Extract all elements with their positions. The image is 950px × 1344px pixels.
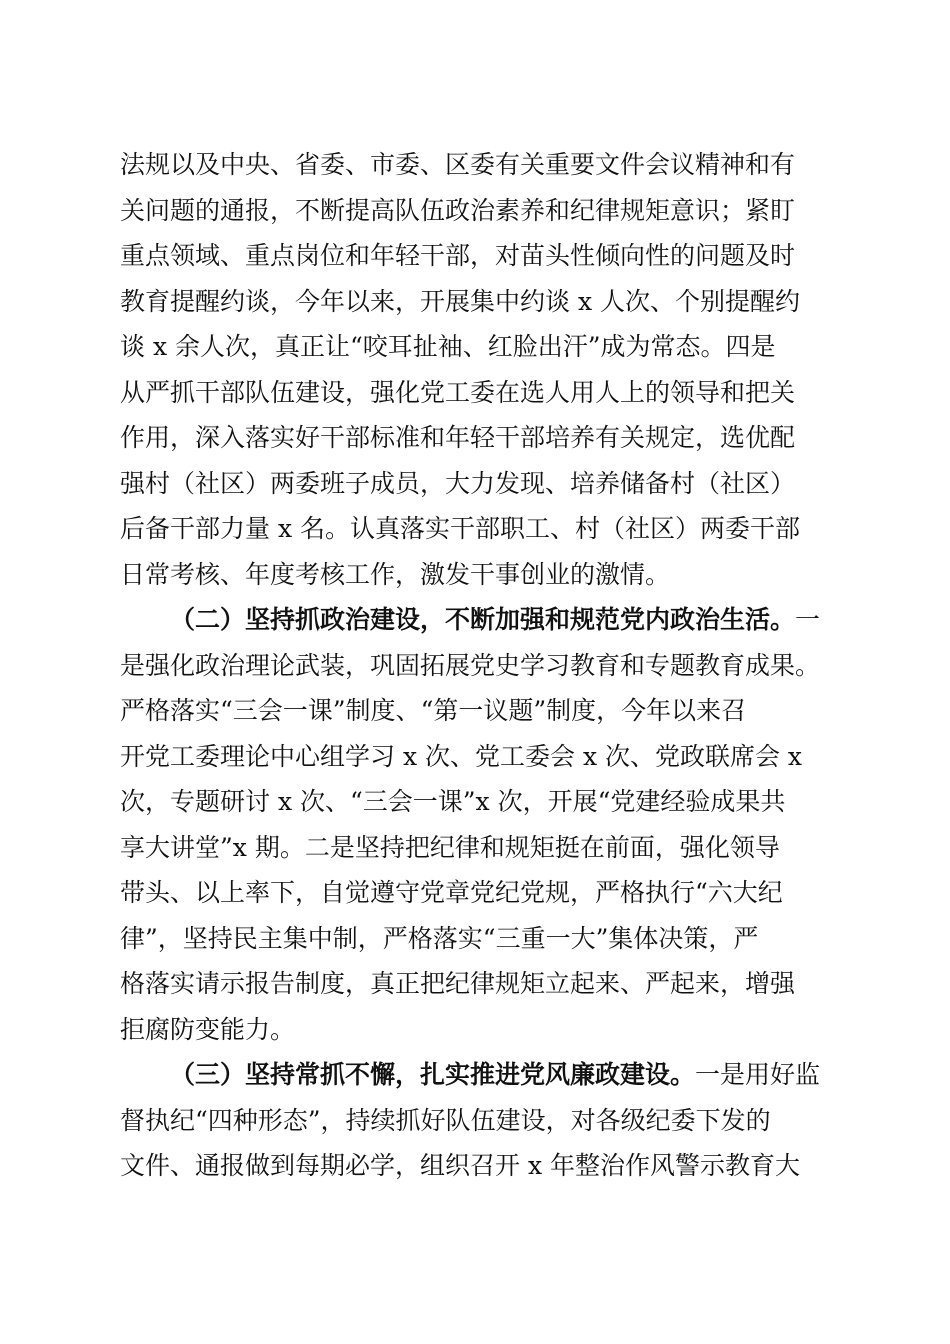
paragraph-line: 谈 x 余人次，真正让“咬耳扯袖、红脸出汗”成为常态。四是 [120, 332, 776, 361]
paragraph-line: 次，专题研讨 x 次、“三会一课”x 次，开展“党建经验成果共 [120, 787, 786, 816]
section-2-first-tail: 一 [795, 605, 821, 634]
paragraph-line: 开党工委理论中心组学习 x 次、党工委会 x 次、党政联席会 x [120, 741, 803, 771]
section-3-first-tail: 一是用好监 [695, 1060, 821, 1089]
body-text [120, 142, 830, 1189]
section-2-heading: （二）坚持抓政治建设，不断加强和规范党内政治生活。 [170, 605, 796, 634]
paragraph-line: 教育提醒约谈，今年以来，开展集中约谈 x 人次、个别提醒约 [120, 286, 800, 316]
paragraph-line: 从严抓干部队伍建设，强化党工委在选人用人上的领导和把关 [120, 377, 796, 407]
section-3-first-line [120, 1052, 830, 1098]
paragraph-line: 强村（社区）两委班子成员，大力发现、培养储备村（社区） [120, 468, 796, 498]
paragraph-line: 重点领域、重点岗位和年轻干部，对苗头性倾向性的问题及时 [120, 241, 796, 270]
paragraph-line: 享大讲堂”x 期。二是坚持把纪律和规矩挺在前面，强化领导 [120, 832, 780, 862]
section-3-heading: （三）坚持常抓不懈，扎实推进党风廉政建设。 [170, 1060, 696, 1089]
paragraph-line: 后备干部力量 x 名。认真落实干部职工、村（社区）两委干部 [120, 514, 800, 543]
paragraph-line: 严格落实“三会一课”制度、“第一议题”制度，今年以来召 [120, 696, 747, 725]
paragraph-line: 格落实请示报告制度，真正把纪律规矩立起来、严起来，增强 [120, 969, 796, 998]
paragraph-line: 带头、以上率下，自觉遵守党章党纪党规，严格执行“六大纪 [120, 878, 783, 907]
paragraph-line: 拒腐防变能力。 [120, 1014, 296, 1044]
paragraph-line: 是强化政治理论武装，巩固拓展党史学习教育和专题教育成果。 [120, 650, 821, 680]
paragraph-line: 律”，坚持民主集中制，严格落实“三重一大”集体决策，严 [120, 923, 759, 953]
paragraph-line: 法规以及中央、省委、市委、区委有关重要文件会议精神和有 [120, 150, 796, 179]
paragraph-line: 文件、通报做到每期必学，组织召开 x 年整治作风警示教育大 [120, 1151, 800, 1180]
paragraph-line: 日常考核、年度考核工作，激发干事创业的激情。 [120, 559, 671, 589]
paragraph-line: 作用，深入落实好干部标准和年轻干部培养有关规定，选优配 [120, 423, 796, 452]
section-2-first-line [120, 597, 830, 643]
paragraph-line: 督执纪“四种形态”，持续抓好队伍建设，对各级纪委下发的 [120, 1105, 771, 1135]
paragraph-line: 关问题的通报，不断提高队伍政治素养和纪律规矩意识；紧盯 [120, 195, 796, 225]
